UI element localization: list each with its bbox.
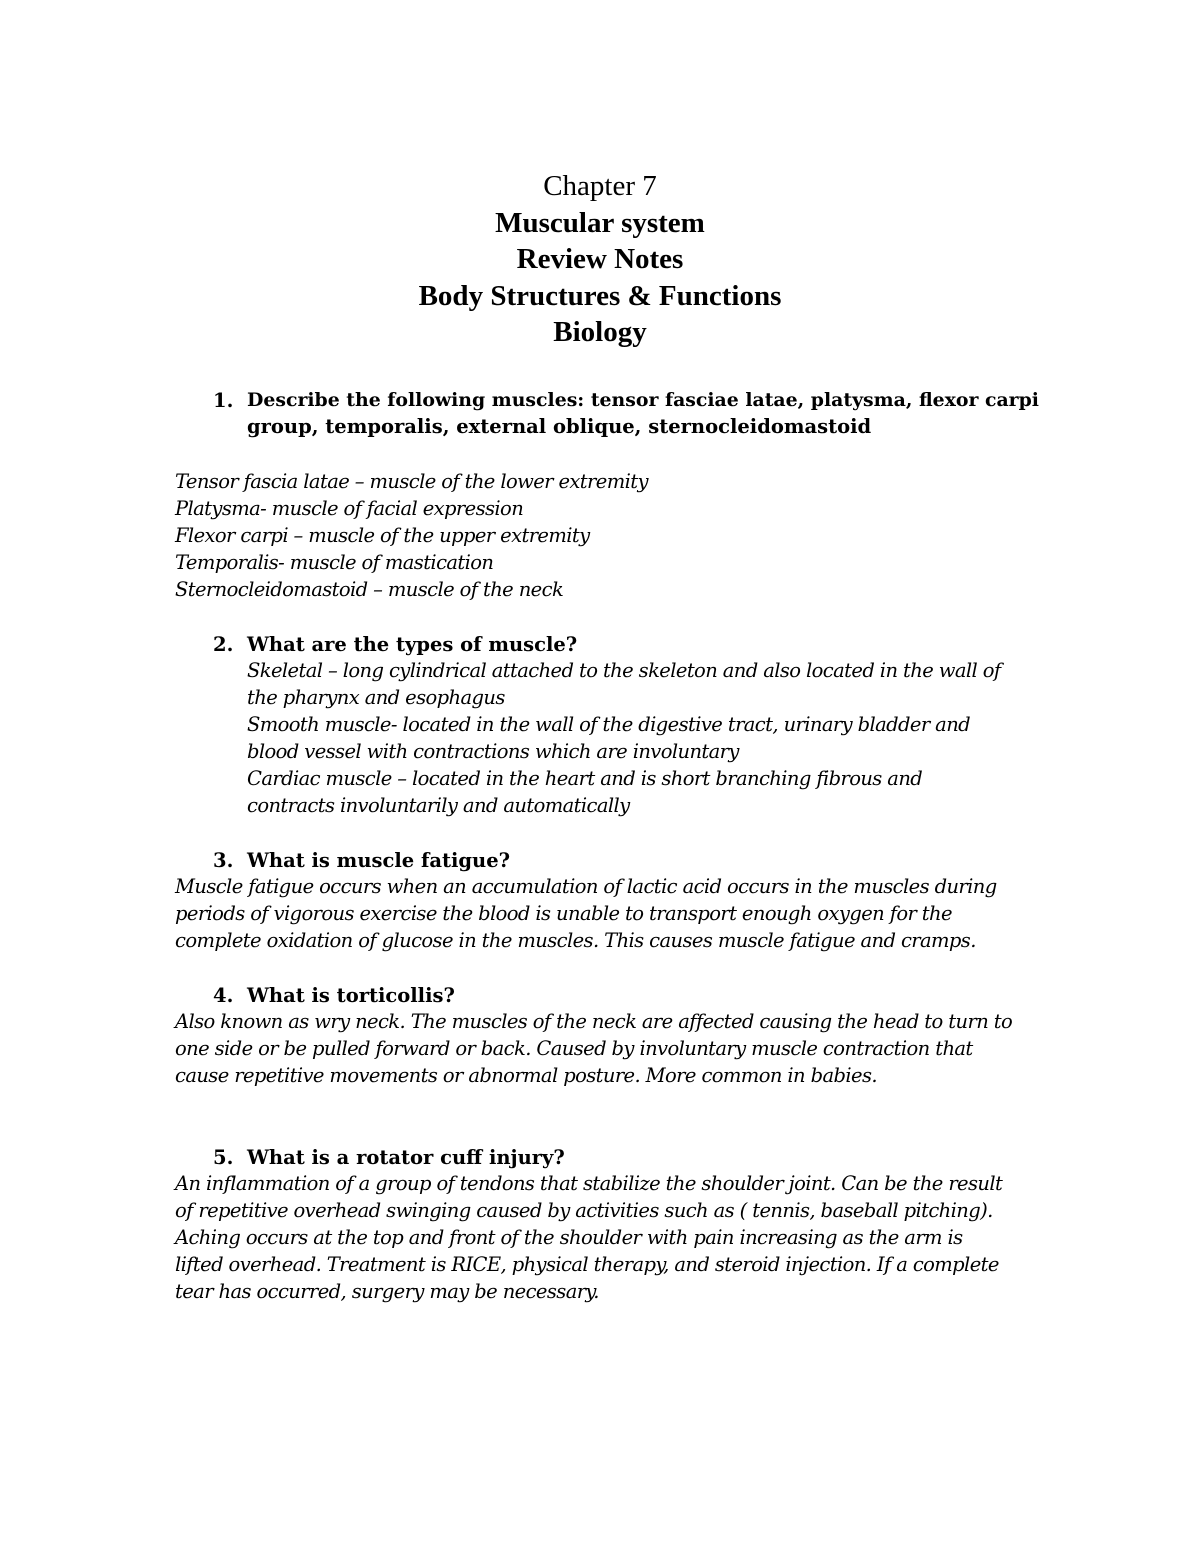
question-text-line: group, temporalis, external oblique, sternocleidomastoid	[247, 415, 872, 438]
question-number: 3.	[213, 849, 234, 872]
answer-line: complete oxidation of glucose in the muscles. This causes muscle fatigue and cramps.	[175, 929, 976, 952]
answer-line: Aching occurs at the top and front of the shoulder with pain increasing as the arm is	[175, 1226, 963, 1249]
answer-line: cause repetitive movements or abnormal posture. More common in babies.	[175, 1064, 877, 1087]
question-text-line: What are the types of muscle?	[247, 633, 578, 656]
document-title	[0, 168, 1200, 351]
answer-line: one side or be pulled forward or back. Caused by involuntary muscle contraction that	[175, 1037, 973, 1060]
answer-line: the pharynx and esophagus	[247, 686, 505, 709]
title-subject: Muscular system	[495, 206, 705, 239]
question-number: 5.	[213, 1146, 234, 1169]
answer-line: tear has occurred, surgery may be necessary.	[175, 1280, 599, 1303]
question-text-line: What is a rotator cuff injury?	[247, 1146, 565, 1169]
question-text-line: What is muscle fatigue?	[247, 849, 511, 872]
answer-line: Smooth muscle- located in the wall of the digestive tract, urinary bladder and	[247, 713, 971, 736]
answer-line: Cardiac muscle – located in the heart and is short branching fibrous and	[247, 767, 923, 790]
answer-line: Platysma- muscle of facial expression	[175, 497, 524, 520]
question-text-line: Describe the following muscles: tensor fasciae latae, platysma, flexor carpi	[247, 389, 1039, 411]
title-review-notes: Review Notes	[516, 243, 684, 275]
answer-line: Temporalis- muscle of mastication	[175, 551, 494, 574]
answer-line: Sternocleidomastoid – muscle of the neck	[175, 578, 564, 601]
title-course: Body Structures & Functions	[418, 279, 782, 312]
title-discipline: Biology	[553, 316, 647, 348]
answer-line: Muscle fatigue occurs when an accumulation of lactic acid occurs in the muscles during	[175, 875, 997, 898]
answer-line: lifted overhead. Treatment is RICE, physical therapy, and steroid injection. If a complete	[175, 1253, 999, 1276]
title-chapter: Chapter 7	[543, 170, 657, 202]
answer-line: contracts involuntarily and automatically	[247, 794, 630, 817]
question-number: 4.	[213, 984, 234, 1007]
answer-line: Tensor fascia latae – muscle of the lower extremity	[175, 470, 648, 493]
answer-line: of repetitive overhead swinging caused by activities such as ( tennis, baseball pitching).	[175, 1199, 993, 1222]
answer-line: periods of vigorous exercise the blood is unable to transport enough oxygen for the	[175, 902, 952, 925]
answer-line: blood vessel with contractions which are involuntary	[247, 740, 739, 763]
question-number: 2.	[213, 633, 234, 656]
question-text-line: What is torticollis?	[247, 984, 455, 1007]
answer-line: Flexor carpi – muscle of the upper extremity	[175, 524, 590, 547]
answer-line: Also known as wry neck. The muscles of the neck are affected causing the head to turn to	[175, 1010, 1013, 1033]
question-number: 1.	[213, 389, 234, 412]
answer-line: An inflammation of a group of tendons that stabilize the shoulder joint. Can be the result	[175, 1172, 1003, 1195]
answer-line: Skeletal – long cylindrical attached to the skeleton and also located in the wall of	[247, 659, 1001, 682]
